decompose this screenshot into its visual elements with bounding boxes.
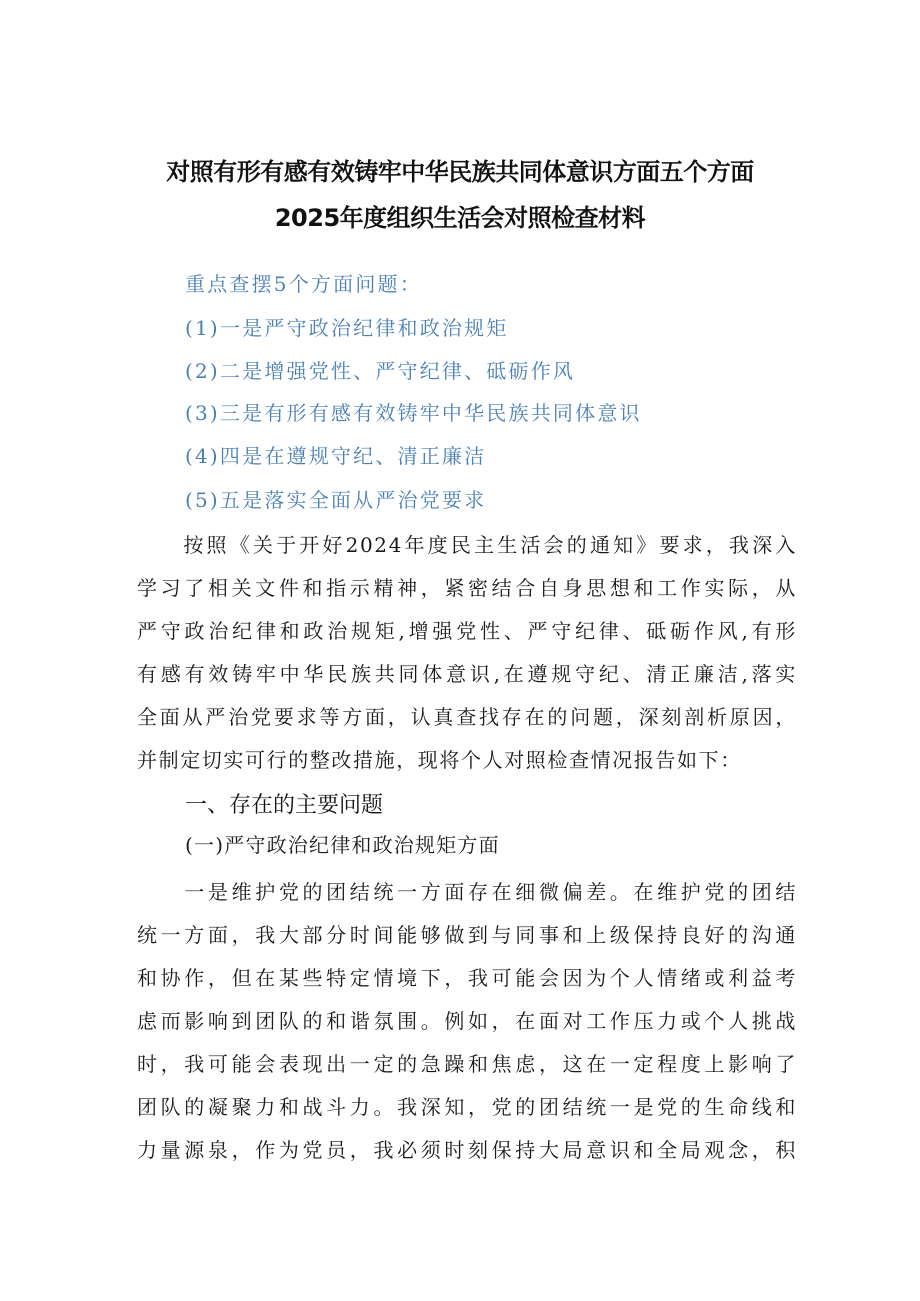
body-line: 一是维护党的团结统一方面存在细微偏差。在维护党的团结 <box>137 880 797 904</box>
body-line: 时，我可能会表现出一定的急躁和焦虑，这在一定程度上影响了 <box>137 1052 797 1076</box>
intro-line: 有感有效铸牢中华民族共同体意识,在遵规守纪、清正廉洁,落实 <box>137 662 797 686</box>
intro-paragraph <box>137 524 797 782</box>
body-line: 统一方面，我大部分时间能够做到与同事和上级保持良好的沟通 <box>137 923 797 947</box>
intro-line: 严守政治纪律和政治规矩,增强党性、严守纪律、砥砺作风,有形 <box>137 619 797 643</box>
body-line: 力量源泉，作为党员，我必须时刻保持大局意识和全局观念，积 <box>137 1138 797 1162</box>
focus-item-3: (3)三是有形有感有效铸牢中华民族共同体意识 <box>185 401 642 425</box>
intro-line: 并制定切实可行的整改措施，现将个人对照检查情况报告如下： <box>137 748 742 772</box>
focus-heading: 重点查摆5个方面问题： <box>185 272 422 296</box>
document-title-line-2: 2025年度组织生活会对照检查材料 <box>274 204 646 232</box>
subsection-heading: (一)严守政治纪律和政治规矩方面 <box>185 833 500 857</box>
focus-item-1: (1)一是严守政治纪律和政治规矩 <box>185 316 509 340</box>
body-line: 虑而影响到团队的和谐氛围。例如，在面对工作压力或个人挑战 <box>137 1009 797 1033</box>
focus-item-4: (4)四是在遵规守纪、清正廉洁 <box>185 444 487 468</box>
body-paragraph <box>137 871 797 1172</box>
intro-line: 按照《关于开好2024年度民主生活会的通知》要求，我深入 <box>137 533 797 557</box>
intro-line: 全面从严治党要求等方面，认真查找存在的问题，深刻剖析原因， <box>137 705 797 729</box>
focus-item-5: (5)五是落实全面从严治党要求 <box>185 488 487 512</box>
body-line: 团队的凝聚力和战斗力。我深知，党的团结统一是党的生命线和 <box>137 1095 797 1119</box>
intro-line: 学习了相关文件和指示精神，紧密结合自身思想和工作实际，从 <box>137 576 797 600</box>
document-title-line-1: 对照有形有感有效铸牢中华民族共同体意识方面五个方面 <box>166 158 754 186</box>
section-heading: 一、存在的主要问题 <box>185 793 384 818</box>
focus-item-2: (2)二是增强党性、严守纪律、砥砺作风 <box>185 359 576 383</box>
body-line: 和协作，但在某些特定情境下，我可能会因为个人情绪或利益考 <box>137 966 797 990</box>
